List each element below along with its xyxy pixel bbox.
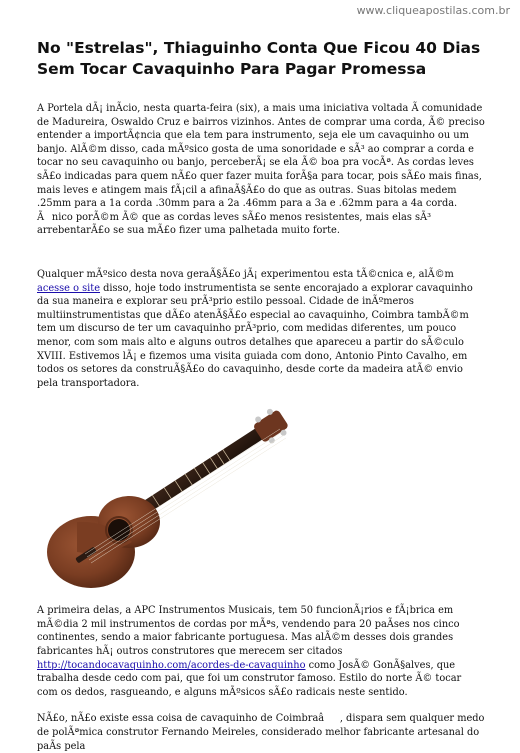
site-url[interactable]: www.cliqueapostilas.com.br	[356, 4, 510, 17]
cavaquinho-photo	[37, 402, 295, 590]
article-paragraph: A Portela dÃ¡ inÃcio, nesta quarta-feira (six), a mais uma iniciativa voltada Ã comunidade de Madureira, Oswaldo Cruz e bairros vizinhos. Antes de comprar uma corda, Ã© preciso entender a importÃ¢ncia que ela tem para instrumento, seja ele um cavaquinho ou um banjo. AlÃ©m disso, cada mÃºsico gosta de uma sonoridade e sÃ³ ao comprar a corda e tocar no seu cavaquinho ou banjo, perceberÃ¡ se ela Ã© boa pra vocÃª. As cordas leves sÃ£o indicadas para quem nÃ£o quer fazer muita forÃ§a para tocar, pois sÃ£o mais finas, mais leves e atingem mais fÃ¡cil a afinaÃ§Ã£o do que as outras. Suas bitolas medem .25mm para a 1a corda .30mm para a 2a .46mm para a 3a e .62mm para a 4a corda. Ãnico porÃ©m Ã© que as cordas leves sÃ£o menos resistentes, mais elas sÃ³ arrebentarÃ£o se sua mÃ£o fizer uma palhetada muito forte.	[37, 103, 485, 237]
paragraph-text: A primeira delas, a APC Instrumentos Musicais, tem 50 funcionÃ¡rios e fÃ¡brica em mÃ©dia 2 mil instrumentos de cordas por mÃªs, vendendo para 20 paÃses nos cinco continentes, sendo a maior fabricante portuguesa. Mas alÃ©m desses dois grandes fabricantes hÃ¡ outros construtores que merecem ser citados	[37, 605, 460, 658]
paragraph-text: como JosÃ© GonÃ§alves, que trabalha desde cedo com pai, que foi um construtor famoso. Estilo do norte Ã© tocar com os dedos, rasgueando, e alguns mÃºsicos sÃ£o radicais neste sentido.	[37, 659, 462, 698]
paragraph-text: Qualquer mÃºsico desta nova geraÃ§Ã£o jÃ¡ experimentou esta tÃ©cnica e, alÃ©m	[37, 268, 454, 280]
article-paragraph: NÃ£o, nÃ£o existe essa coisa de cavaquinho de Coimbraâ, dispara sem qualquer medo de polÃªmica construtor Fernando Meireles, considerado melhor fabricante artesanal do paÃs pela	[37, 713, 485, 752]
article-title: No "Estrelas", Thiaguinho Conta Que Ficou 40 Dias Sem Tocar Cavaquinho Para Pagar Promessa	[37, 39, 481, 78]
acesse-site-link[interactable]: acesse o site	[37, 282, 101, 294]
paragraph-text: disso, hoje todo instrumentista se sente encorajado a explorar cavaquinho da sua maneira e explorar seu prÃ³prio estilo pessoal. Cidade de inÃºmeros multiinstrumentistas que dÃ£o atenÃ§Ã£o especial ao cavaquinho, Coimbra tambÃ©m tem um discurso de ter um cavaquinho prÃ³prio, com medidas diferentes, um pouco menor, com som mais alto e alguns outros detalhes que apareceu a partir do sÃ©culo XVIII. Estivemos lÃ¡ e fizemos uma visita guiada com dono, Antonio Pinto Cavalho, em todos os setores da construÃ§Ã£o do cavaquinho, desde corte da madeira atÃ© envio pela transportadora.	[37, 282, 473, 389]
article-paragraph	[37, 268, 485, 390]
article	[37, 38, 485, 753]
acordes-cavaquinho-link[interactable]: http://tocandocavaquinho.com/acordes-de-cavaquinho	[37, 659, 306, 671]
neck	[132, 405, 291, 524]
article-paragraph	[37, 604, 485, 699]
